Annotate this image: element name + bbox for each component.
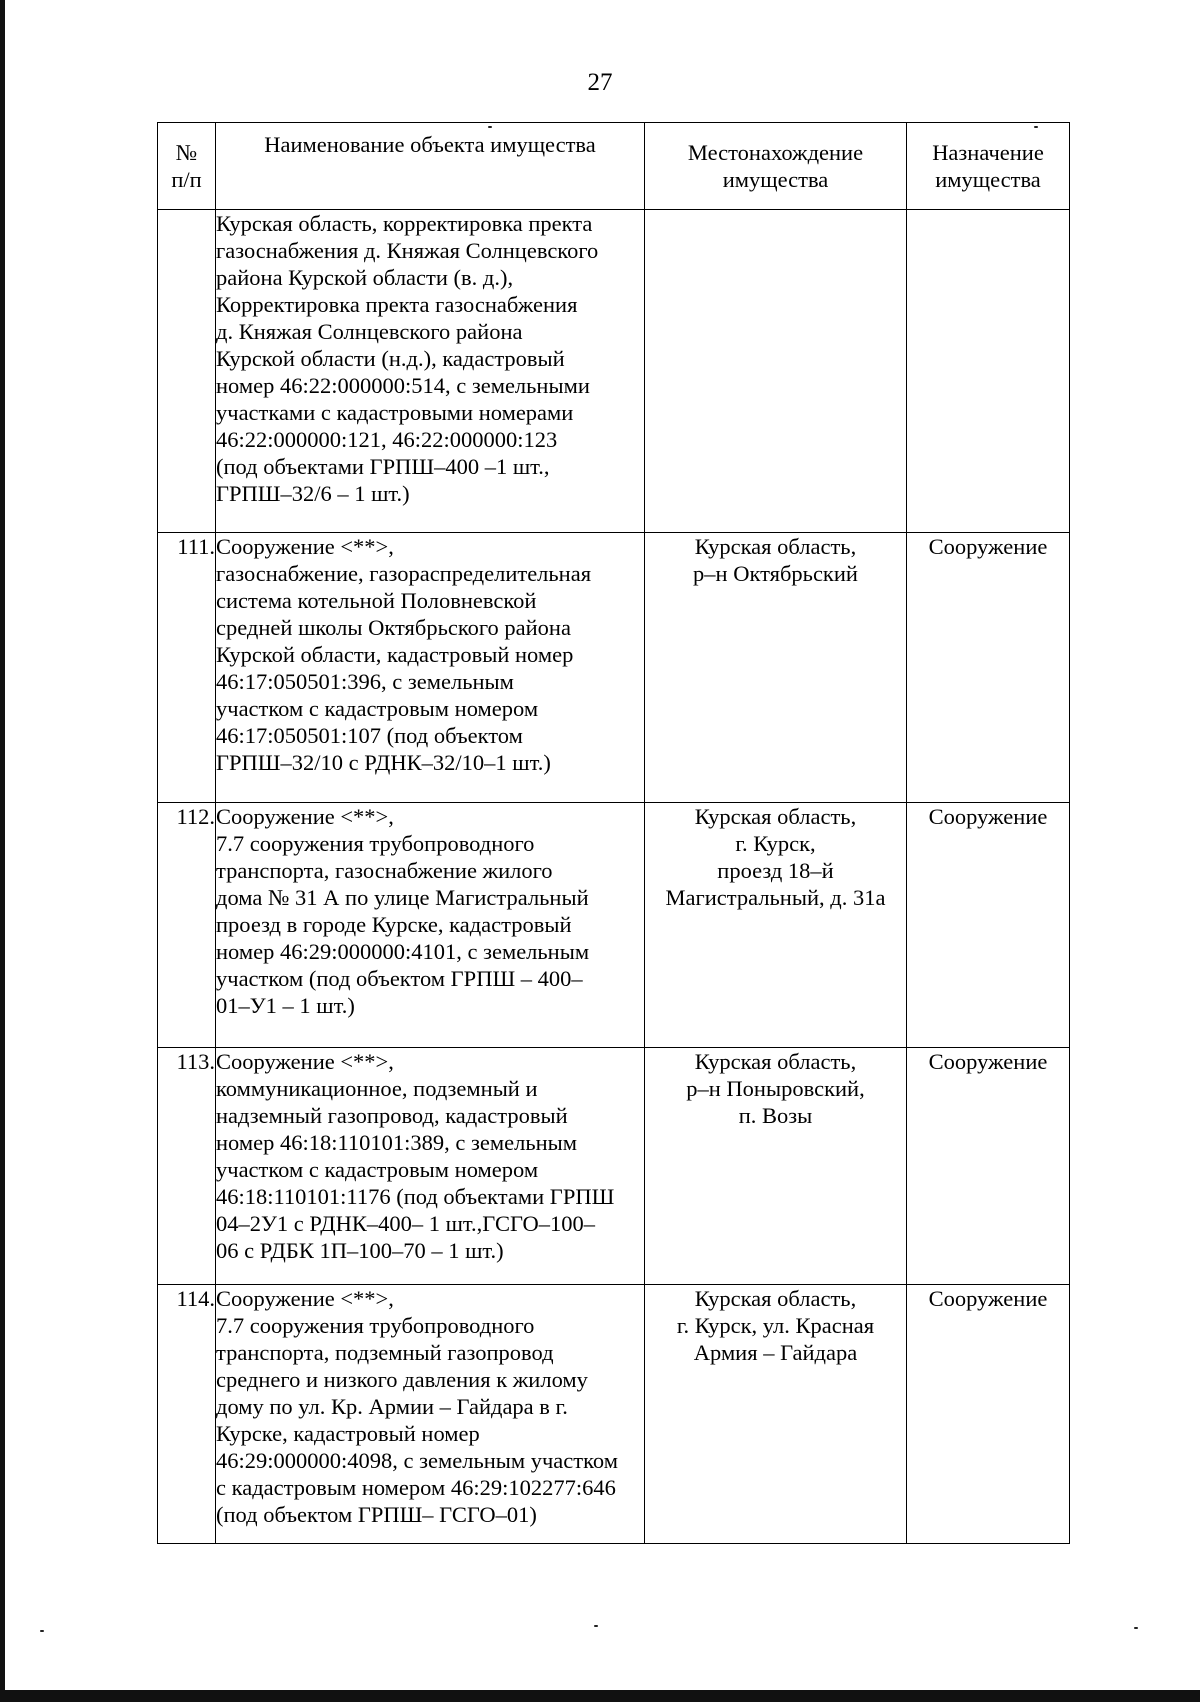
object-name-line: 46:29:000000:4098, с земельным участком <box>216 1448 618 1473</box>
object-name-line: номер 46:29:000000:4101, с земельным <box>216 939 590 964</box>
table-body <box>158 210 1070 1544</box>
location-line: Армия – Гайдара <box>693 1340 858 1365</box>
location-line: р–н Октябрьский <box>693 561 858 586</box>
object-name-line: 46:22:000000:121, 46:22:000000:123 <box>216 427 558 452</box>
table-row <box>158 1048 1070 1285</box>
object-name-line: Курске, кадастровый номер <box>216 1421 480 1446</box>
object-name-line: Сооружение <**>, <box>216 534 394 559</box>
object-name-line: участком с кадастровым номером <box>216 1157 539 1182</box>
location-line: Курская область, <box>694 1286 857 1311</box>
location-line: р–н Поныровский, <box>686 1076 865 1101</box>
location-cell <box>645 803 907 1048</box>
object-name-line: ГРПШ–32/10 с РДНК–32/10–1 шт.) <box>216 750 551 775</box>
header-location: Местонахождение имущества <box>645 123 907 210</box>
object-name-line: среднего и низкого давления к жилому <box>216 1367 588 1392</box>
row-number <box>158 210 216 533</box>
location-cell <box>645 1285 907 1544</box>
object-name-line: проезд в городе Курске, кадастровый <box>216 912 572 937</box>
row-number: 114. <box>158 1285 216 1544</box>
purpose-cell <box>907 803 1070 1048</box>
table-row <box>158 533 1070 803</box>
location-line: проезд 18–й <box>717 858 834 883</box>
object-name-cell <box>216 533 645 803</box>
scan-speck <box>488 126 492 128</box>
table-row <box>158 1285 1070 1544</box>
object-name-line: номер 46:22:000000:514, с земельными <box>216 373 590 398</box>
object-name-line: участком с кадастровым номером <box>216 696 539 721</box>
page-number: 27 <box>587 69 613 96</box>
object-name-line: система котельной Половневской <box>216 588 537 613</box>
scan-bottom-edge <box>0 1690 1200 1702</box>
object-name-line: Сооружение <**>, <box>216 804 394 829</box>
object-name-line: (под объектами ГРПШ–400 –1 шт., <box>216 454 550 479</box>
object-name-line: Сооружение <**>, <box>216 1286 394 1311</box>
header-row <box>158 123 1070 210</box>
object-name-line: района Курской области (в. д.), <box>216 265 514 290</box>
object-name-line: 01–У1 – 1 шт.) <box>216 993 355 1018</box>
object-name-line: газоснабжение, газораспределительная <box>216 561 592 586</box>
scan-speck <box>1034 126 1038 128</box>
scan-speck <box>1134 1627 1138 1629</box>
object-name-cell <box>216 210 645 533</box>
scan-left-edge <box>0 0 5 1702</box>
object-name-line: Курская область, корректировка пректа <box>216 211 593 236</box>
location-cell <box>645 210 907 533</box>
object-name-line: 7.7 сооружения трубопроводного <box>216 1313 535 1338</box>
object-name-line: дому по ул. Кр. Армии – Гайдара в г. <box>216 1394 568 1419</box>
table-header <box>158 123 1070 210</box>
object-name-line: Курской области, кадастровый номер <box>216 642 574 667</box>
object-name-line: участком (под объектом ГРПШ – 400– <box>216 966 583 991</box>
row-number: 113. <box>158 1048 216 1285</box>
row-number: 111. <box>158 533 216 803</box>
location-line: г. Курск, ул. Красная <box>676 1313 875 1338</box>
location-cell <box>645 1048 907 1285</box>
object-name-line: с кадастровым номером 46:29:102277:646 <box>216 1475 616 1500</box>
object-name-line: надземный газопровод, кадастровый <box>216 1103 568 1128</box>
purpose-line: Сооружение <box>928 1049 1048 1074</box>
header-name: Наименование объекта имущества <box>216 123 645 210</box>
object-name-line: ГРПШ–32/6 – 1 шт.) <box>216 481 410 506</box>
object-name-line: средней школы Октябрьского района <box>216 615 571 640</box>
object-name-cell <box>216 803 645 1048</box>
property-table <box>157 122 1070 1544</box>
object-name-line: 06 с РДБК 1П–100–70 – 1 шт.) <box>216 1238 504 1263</box>
location-line: п. Возы <box>738 1103 813 1128</box>
purpose-line: Сооружение <box>928 1286 1048 1311</box>
object-name-line: 46:17:050501:396, с земельным <box>216 669 514 694</box>
object-name-line: 7.7 сооружения трубопроводного <box>216 831 535 856</box>
object-name-cell <box>216 1285 645 1544</box>
object-name-line: Корректировка пректа газоснабжения <box>216 292 578 317</box>
object-name-line: 46:17:050501:107 (под объектом <box>216 723 523 748</box>
object-name-line: участками с кадастровыми номерами <box>216 400 574 425</box>
object-name-line: коммуникационное, подземный и <box>216 1076 538 1101</box>
location-line: Курская область, <box>694 804 857 829</box>
scan-speck <box>40 1630 44 1632</box>
location-line: Курская область, <box>694 1049 857 1074</box>
object-name-line: 04–2У1 с РДНК–400– 1 шт.,ГСГО–100– <box>216 1211 595 1236</box>
object-name-line: Курской области (н.д.), кадастровый <box>216 346 565 371</box>
table-row <box>158 803 1070 1048</box>
purpose-cell <box>907 1048 1070 1285</box>
object-name-line: дома № 31 А по улице Магистральный <box>216 885 589 910</box>
location-cell <box>645 533 907 803</box>
object-name-line: транспорта, подземный газопровод <box>216 1340 554 1365</box>
purpose-cell <box>907 1285 1070 1544</box>
location-line: Магистральный, д. 31а <box>665 885 886 910</box>
object-name-line: Сооружение <**>, <box>216 1049 394 1074</box>
object-name-line: номер 46:18:110101:389, с земельным <box>216 1130 577 1155</box>
table-row <box>158 210 1070 533</box>
object-name-line: транспорта, газоснабжение жилого <box>216 858 553 883</box>
purpose-cell <box>907 210 1070 533</box>
purpose-cell <box>907 533 1070 803</box>
object-name-line: газоснабжения д. Княжая Солнцевского <box>216 238 599 263</box>
object-name-line: 46:18:110101:1176 (под объектами ГРПШ <box>216 1184 615 1209</box>
scan-speck <box>594 1625 598 1627</box>
object-name-cell <box>216 1048 645 1285</box>
location-line: г. Курск, <box>735 831 816 856</box>
header-purpose: Назначение имущества <box>907 123 1070 210</box>
header-number: № п/п <box>158 123 216 210</box>
purpose-line: Сооружение <box>928 804 1048 829</box>
location-line: Курская область, <box>694 534 857 559</box>
object-name-line: (под объектом ГРПШ– ГСГО–01) <box>216 1502 537 1527</box>
object-name-line: д. Княжая Солнцевского района <box>216 319 523 344</box>
row-number: 112. <box>158 803 216 1048</box>
purpose-line: Сооружение <box>928 534 1048 559</box>
